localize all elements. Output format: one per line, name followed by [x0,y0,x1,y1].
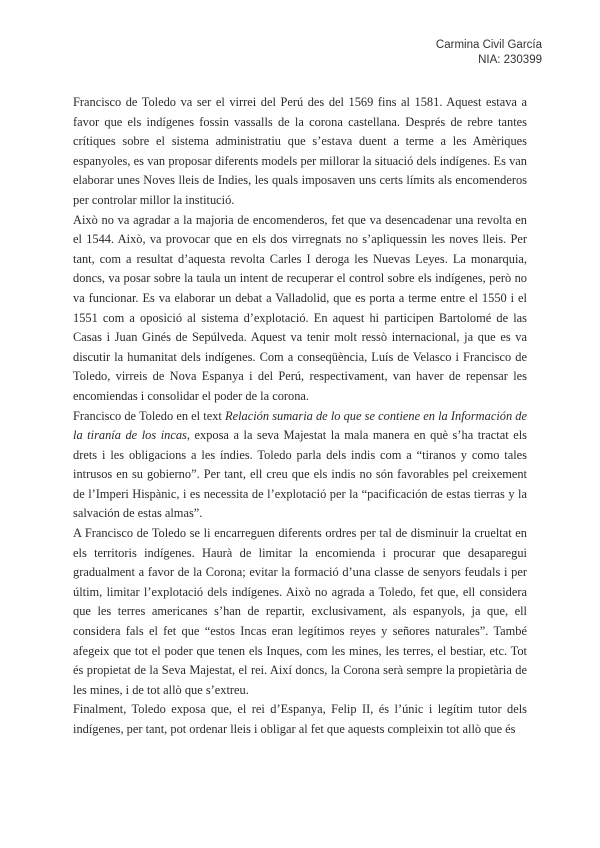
paragraph [73,407,527,525]
author-name: Carmina Civil García [435,39,542,51]
student-id: NIA: 230399 [478,54,542,66]
paragraph: Finalment, Toledo exposa que, el rei d’Espanya, Felip II, és l’únic i legítim tutor dels indígenes, per tant, pot ordenar lleis i obligar al fet que aquests compleixin tot allò que és [73,702,527,736]
work-title: Relación sumaria de lo que se contiene en la Información de la tiranía de los incas [73,408,527,443]
header [436,38,542,68]
paragraph: Això no va agradar a la majoria de encomenderos, fet que va desencadenar una revolta en el 1544. Això, va provocar que en els dos virregnats no s’apliquessin les noves lleis. Per tant, com a resultat d’aquesta revolta Carles I deroga les Nuevas Leyes. La monarquia, doncs, va posar sobre la taula un intent de recuperar el control sobre els indígenes, però no va funcionar. Es va elaborar un debat a Valladolid, que es porta a terme entre el 1550 i el 1551 com a oposició al sistema d’explotació. En aquest hi participen Bartolomé de las Casas i Juan Ginés de Sepúlveda. Aquest va tenir molt ressò internacional, ja que es va discutir la humanitat dels indígenes. Com a conseqüència, Luís de Velasco i Francisco de Toledo, virreis de Nova Espanya i del Perú, respectivament, van haver de repensar les encomiendas i consolidar el poder de la corona. [73,212,527,403]
paragraph-text: Francisco de Toledo en el text [73,408,226,423]
paragraph-text: , exposa a la seva Majestat la mala manera en què s’ha tractat els drets i les obligacions a les índies. Toledo parla dels indis com a “tiranos y como tales intrusos en su gobierno”. Per tant, ell creu que els indis no són favorables pel creixement de l’Imperi Hispànic, i es necessita de l’explotació per la “pacificación de estas tierras y la salvación de estas almas”. [73,428,528,521]
paragraph: Francisco de Toledo va ser el virrei del Perú des del 1569 fins al 1581. Aquest estava a favor que els indígenes fossin vassalls de la corona castellana. Després de rebre tantes crítiques sobre el sistema administratiu que s’estava duent a terme a les Amèriques espanyoles, es van proposar diferents models per millorar la situació dels indígenes. Es van elaborar unes Noves lleis de Indies, les quals imposaven uns certs límits als encomenderos per controlar millor la institució. [73,95,527,207]
document-body [73,93,527,740]
paragraph: A Francisco de Toledo se li encarreguen diferents ordres per tal de disminuir la crueltat en els territoris indígenes. Haurà de limitar la encomienda i procurar que desaparegui gradualment a favor de la Corona; evitar la formació d’una classe de senyors feudals i per últim, limitar l’explotació dels indígenes. Això no agrada a Toledo, fet que, ell considera que les terres americanes s’han de repartir, exclusivament, als espanyols, ja que, ell considera fals el fet que “estos Incas eran legítimos reyes y señores naturales”. També afegeix que tot el poder que tenen els Inques, com les mines, les terres, el bestiar, etc. Tot és propietat de la Seva Majestat, el rei. Així doncs, la Corona serà sempre la propietària de les mines, i de tot allò que s’extreu. [73,526,527,697]
